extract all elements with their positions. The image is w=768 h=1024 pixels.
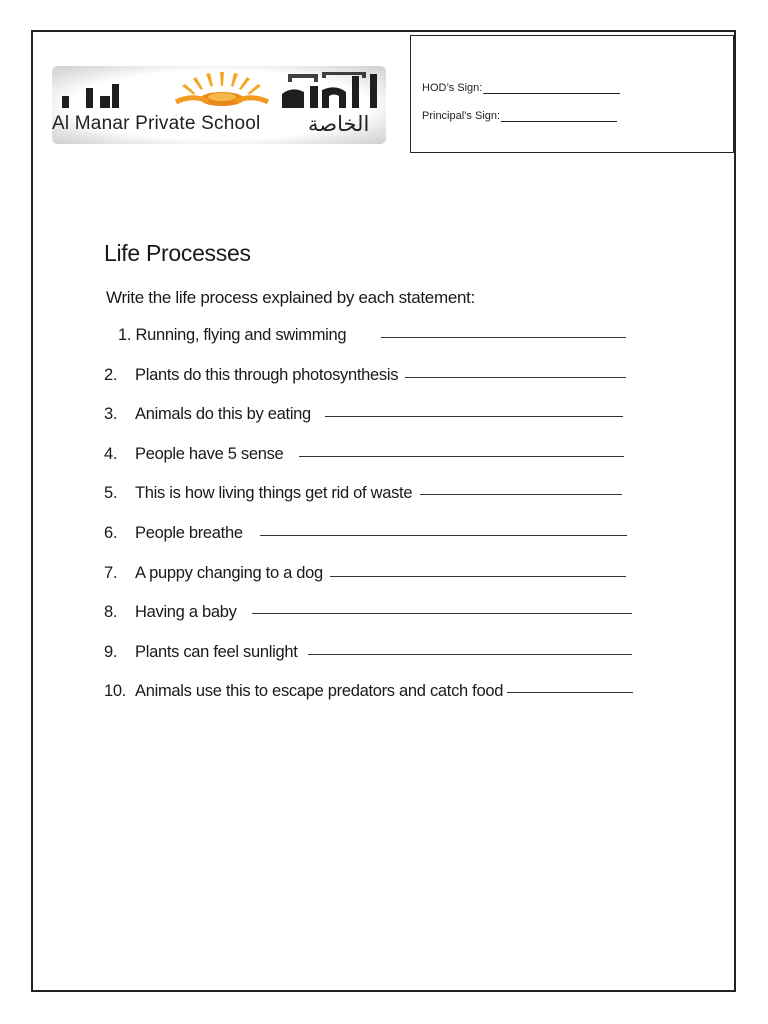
- principal-sign-line[interactable]: [501, 111, 617, 122]
- answer-line-4[interactable]: [299, 456, 624, 457]
- question-1: [118, 326, 346, 345]
- answer-line-7[interactable]: [330, 576, 626, 577]
- answer-line-1[interactable]: [381, 337, 626, 338]
- signature-box: [410, 35, 734, 153]
- question-number: 1.: [118, 326, 132, 344]
- question-4: [104, 445, 283, 464]
- arabic-logo-lettering: [52, 66, 386, 112]
- answer-line-6[interactable]: [260, 535, 627, 536]
- question-text: Animals use this to escape predators and catch food: [135, 682, 504, 700]
- question-text: Plants do this through photosynthesis: [135, 366, 399, 384]
- question-5: [104, 484, 412, 503]
- school-arabic-subtitle: الخاصة: [308, 112, 370, 136]
- question-number: 4.: [104, 445, 118, 463]
- question-number: 7.: [104, 564, 118, 582]
- question-text: People have 5 sense: [135, 445, 284, 463]
- question-text: Animals do this by eating: [135, 405, 311, 423]
- question-text: Running, flying and swimming: [135, 326, 347, 344]
- question-3: [104, 405, 311, 424]
- question-6: [104, 524, 243, 543]
- principal-sign-label: Principal’s Sign:: [422, 110, 501, 122]
- question-text: A puppy changing to a dog: [135, 564, 323, 582]
- hod-sign-line[interactable]: [483, 83, 620, 94]
- answer-line-2[interactable]: [405, 377, 626, 378]
- school-logo: [52, 66, 386, 144]
- question-10: [104, 682, 503, 701]
- question-number: 5.: [104, 484, 118, 502]
- hod-sign-row: [422, 82, 620, 94]
- school-name: Al Manar Private School: [52, 113, 261, 134]
- answer-line-3[interactable]: [325, 416, 623, 417]
- answer-line-9[interactable]: [308, 654, 632, 655]
- principal-sign-row: [422, 110, 617, 122]
- question-text: Having a baby: [135, 603, 237, 621]
- question-7: [104, 564, 323, 583]
- question-2: [104, 366, 398, 385]
- question-text: This is how living things get rid of waste: [135, 484, 413, 502]
- answer-line-10[interactable]: [507, 692, 633, 693]
- hod-sign-label: HOD’s Sign:: [422, 82, 483, 94]
- answer-line-8[interactable]: [252, 613, 632, 614]
- question-9: [104, 643, 298, 662]
- question-text: Plants can feel sunlight: [135, 643, 298, 661]
- worksheet-title: Life Processes: [104, 240, 251, 266]
- page-border: [31, 30, 736, 992]
- answer-line-5[interactable]: [420, 494, 622, 495]
- question-number: 10.: [104, 682, 127, 700]
- question-8: [104, 603, 237, 622]
- question-number: 6.: [104, 524, 118, 542]
- question-number: 8.: [104, 603, 118, 621]
- question-number: 3.: [104, 405, 118, 423]
- question-number: 2.: [104, 366, 118, 384]
- worksheet-instruction: Write the life process explained by each statement:: [106, 288, 475, 307]
- question-text: People breathe: [135, 524, 243, 542]
- question-number: 9.: [104, 643, 118, 661]
